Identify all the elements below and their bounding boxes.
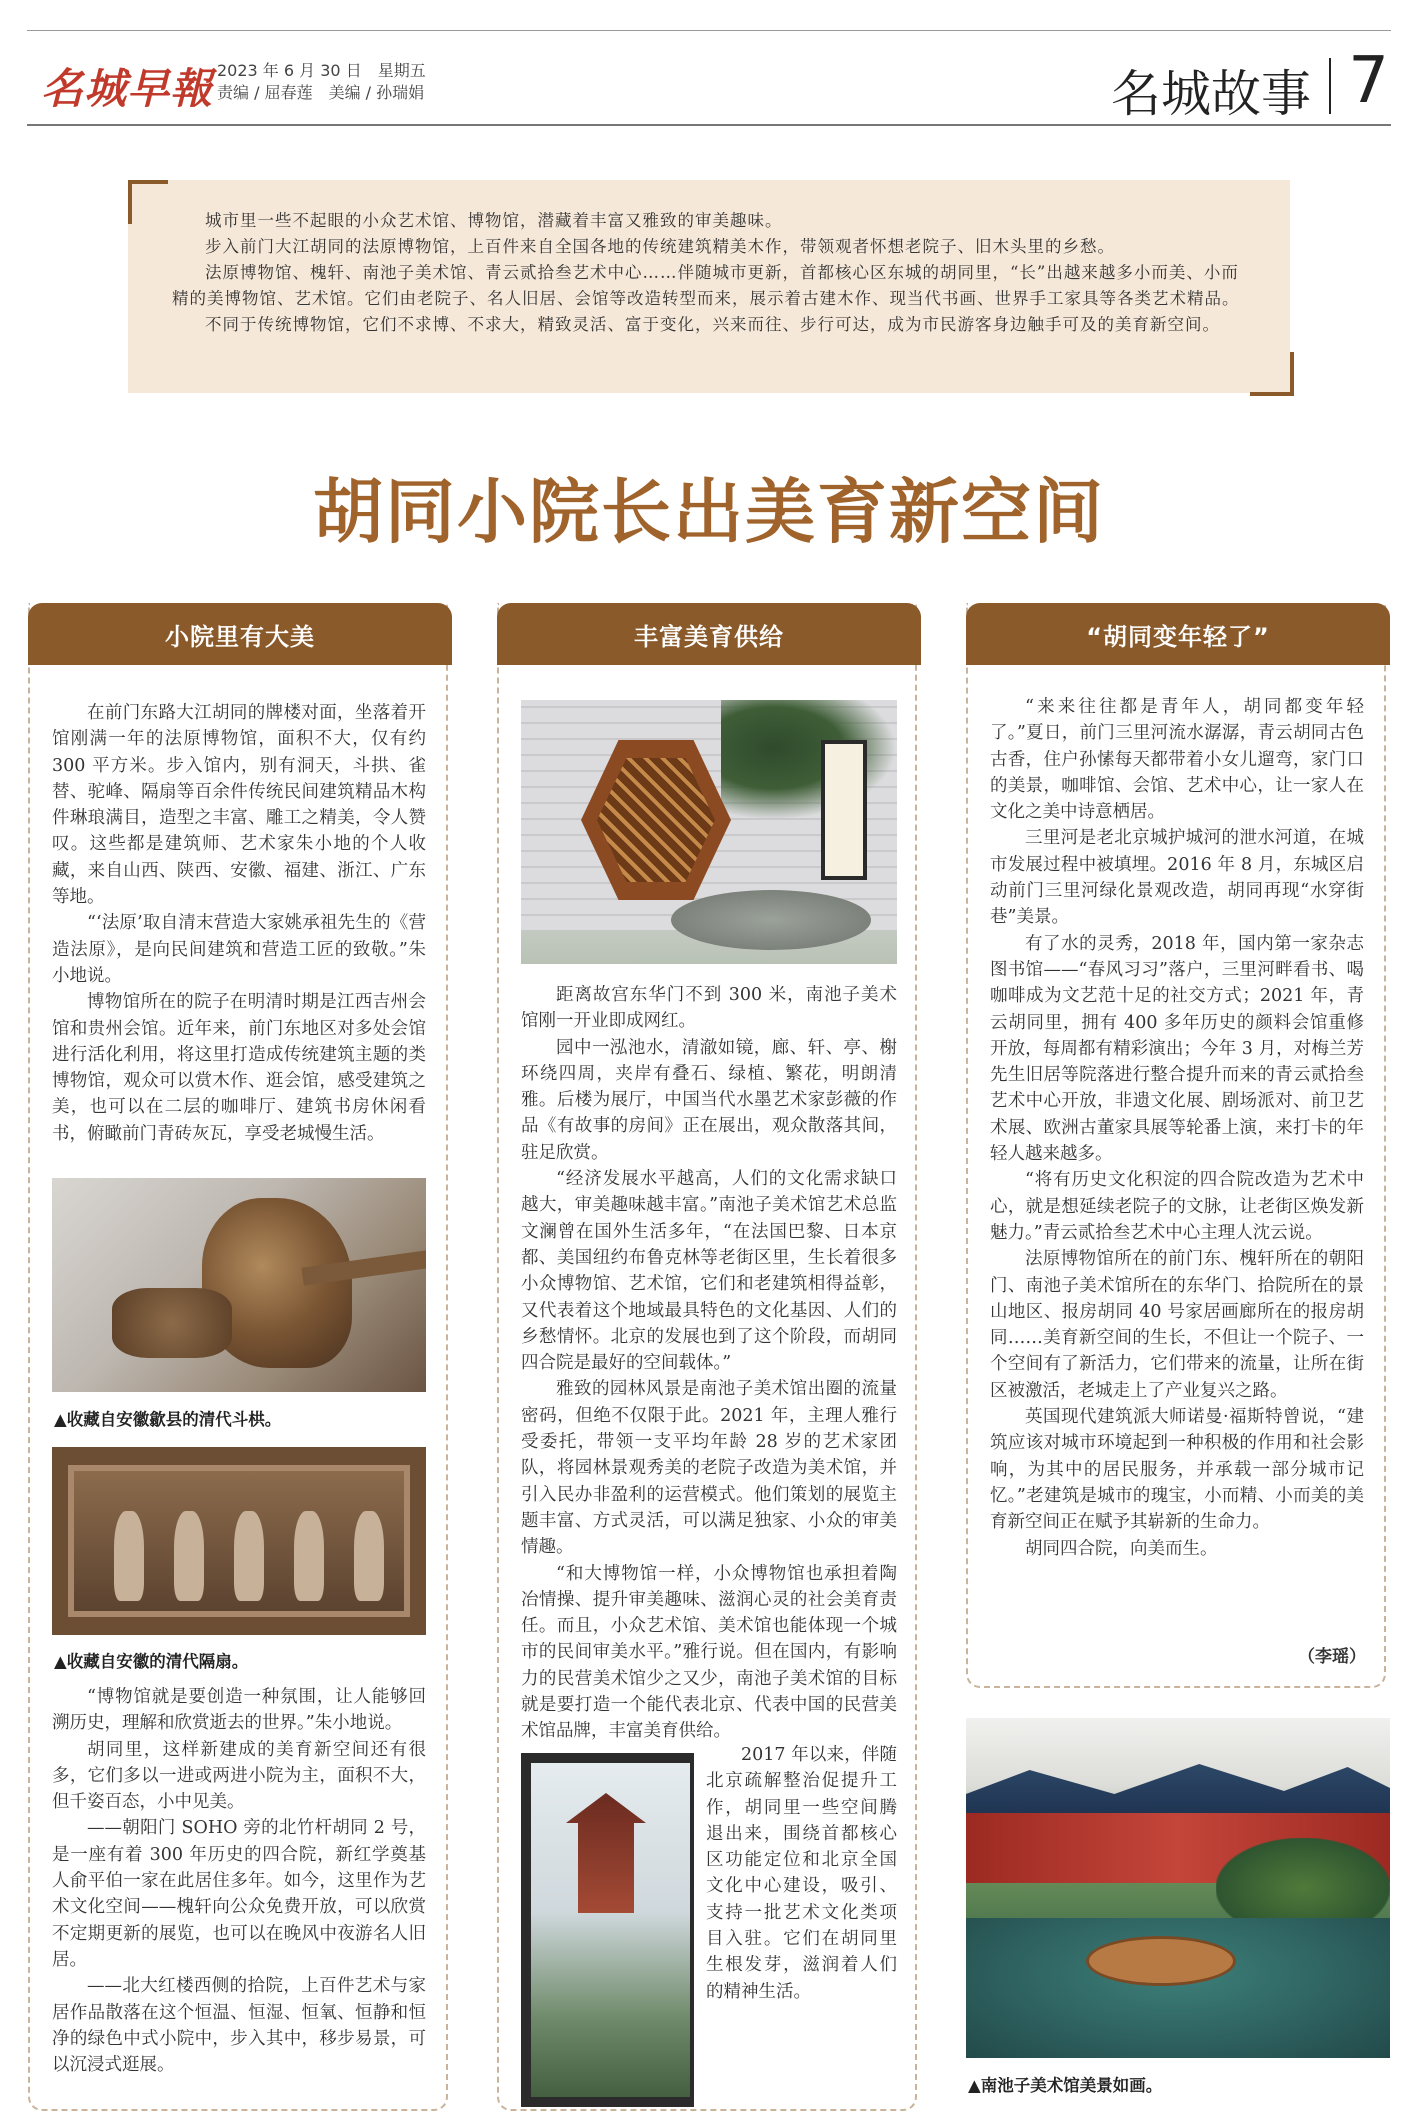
column-2-text-side bbox=[706, 1742, 897, 2005]
paragraph: “经济发展水平越高，人们的文化需求缺口越大，审美趣味越丰富。”南池子美术馆艺术总监文澜曾在国外生活多年，“在法国巴黎、日本京都、美国纽约布鲁克林等老街区里，生长着很多小众博物馆、艺术馆，它们和老建筑相得益彰，又代表着这个地域最具特色的文化基因、人们的乡愁情怀。北京的发展也到了这个阶段，而胡同四合院是最好的空间载体。” bbox=[521, 1169, 897, 1374]
paragraph: 雅致的园林风景是南池子美术馆出圈的流量密码，但绝不仅限于此。2021 年，主理人雅行受委托，带领一支平均年龄 28 岁的艺术家团队，将园林景观秀美的老院子改造为美术馆，并引入民办非盈利的运营模式。他们策划的展览主题丰富、方式灵活，可以满足独家、小众的审美情趣。 bbox=[521, 1379, 897, 1558]
paragraph: 在前门东路大江胡同的牌楼对面，坐落着开馆刚满一年的法原博物馆，面积不大，仅有约 300 平方米。步入馆内，别有洞天，斗拱、雀替、驼峰、隔扇等百余件传统民间建筑精品木构件琳琅满目，造型之丰富、雕工之精美，令人赞叹。这些都是建筑师、艺术家朱小地的个人收藏，来自山西、陕西、安徽、福建、浙江、广东等地。 bbox=[52, 703, 426, 908]
intro-paragraph: 法原博物馆、槐轩、南池子美术馆、青云贰拾叁艺术中心……伴随城市更新，首都核心区东城的胡同里，“长”出越来越多小而美、小而精的美博物馆、艺术馆。它们由老院子、名人旧居、会馆等改造转型而来，展示着古建木作、现当代书画、世界手工家具等各类艺术精品。 bbox=[172, 263, 1240, 308]
paragraph: 三里河是老北京城护城河的泄水河道，在城市发展过程中被填埋。2016 年 8 月，东城区启动前门三里河绿化景观改造，胡同再现“水穿街巷”美景。 bbox=[990, 828, 1364, 928]
intro-paragraph: 城市里一些不起眼的小众艺术馆、博物馆，潜藏着丰富又雅致的审美趣味。 bbox=[205, 211, 783, 230]
intro-box bbox=[128, 180, 1290, 393]
caption-dougong: ▲收藏自安徽歙县的清代斗栱。 bbox=[54, 1410, 282, 1429]
photo-lattice-screen bbox=[52, 1447, 426, 1635]
paragraph: “和大博物馆一样，小众博物馆也承担着陶冶情操、提升审美趣味、滋润心灵的社会美育责任。而且，小众艺术馆、美术馆也能体现一个城市的民间审美水平。”雅行说。但在国内，有影响力的民营美术馆少之又少，南池子美术馆的目标就是要打造一个能代表北京、代表中国的民营美术馆品牌，丰富美育供给。 bbox=[521, 1563, 897, 1742]
column-2-heading: 丰富美育供给 bbox=[497, 603, 921, 665]
photo-pavilion bbox=[521, 1753, 694, 2107]
photo-dougong-bracket bbox=[52, 1178, 426, 1392]
intro-paragraph: 不同于传统博物馆，它们不求博、不求大，精致灵活、富于变化，兴来而往、步行可达，成为市民游客身边触手可及的美育新空间。 bbox=[205, 315, 1220, 334]
paragraph: 胡同里，这样新建成的美育新空间还有很多，它们多以一进或两进小院为主，面积不大，但千姿百态，小中见美。 bbox=[52, 1739, 426, 1813]
top-rule bbox=[27, 30, 1391, 31]
paragraph: 2017 年以来，伴随北京疏解整治促提升工作，胡同里一些空间腾退出来，围绕首都核心区功能定位和北京全国文化中心建设，吸引、支持一批艺术文化类项目入驻。它们在胡同里生根发芽，滋润着人们的精神生活。 bbox=[706, 1745, 897, 2002]
date-line: 2023 年 6 月 30 日 星期五 bbox=[217, 61, 426, 80]
issue-meta bbox=[217, 60, 426, 104]
column-1-heading: 小院里有大美 bbox=[28, 603, 452, 665]
photo-garden-pond bbox=[966, 1718, 1390, 2058]
intro-paragraph: 步入前门大江胡同的法原博物馆，上百件来自全国各地的传统建筑精美木作，带领观者怀想老院子、旧木头里的乡愁。 bbox=[205, 237, 1115, 256]
page-separator bbox=[1329, 58, 1331, 114]
paragraph: 博物馆所在的院子在明清时期是江西吉州会馆和贵州会馆。近年来，前门东地区对多处会馆进行活化利用，将这里打造成传统建筑主题的类博物馆，观众可以赏木作、逛会馆，感受建筑之美，也可以在二层的咖啡厅、建筑书房休闲看书，俯瞰前门青砖灰瓦，享受老城慢生活。 bbox=[52, 992, 426, 1144]
author-byline: （李瑶） bbox=[1298, 1647, 1366, 1667]
article-headline: 胡同小院长出美育新空间 bbox=[313, 471, 1105, 553]
paragraph: 有了水的灵秀，2018 年，国内第一家杂志图书馆——“春风习习”落户，三里河畔看书、喝咖啡成为文艺范十足的社交方式；2021 年，青云胡同里，拥有 400 多年历史的颜料会馆重修开放，每周都有精彩演出；今年 3 月，对梅兰芳先生旧居等院落进行整合提升而来的青云贰拾叁艺术中心开放，非遗文化展、剧场派对、前卫艺术展、欧洲古董家具展等轮番上演，来打卡的年轻人越来越多。 bbox=[990, 933, 1364, 1165]
editors-line: 责编 / 屈春莲 美编 / 孙瑞娟 bbox=[217, 83, 425, 102]
paragraph: “博物馆就是要创造一种氛围，让人能够回溯历史，理解和欣赏逝去的世界。”朱小地说。 bbox=[52, 1687, 426, 1734]
paragraph: ——朝阳门 SOHO 旁的北竹杆胡同 2 号，是一座有着 300 年历史的四合院，新红学奠基人俞平伯一家在此居住多年。如今，这里作为艺术文化空间——槐轩向公众免费开放，可以欣赏不定期更新的展览，也可以在晚风中夜游名人旧居。 bbox=[52, 1818, 426, 1970]
paragraph: “来来往往都是青年人，胡同都变年轻了。”夏日，前门三里河流水潺潺，青云胡同古色古香，住户孙愫每天都带着小女儿遛弯，家门口的美景，咖啡馆、会馆、艺术中心，让一家人在文化之美中诗意栖居。 bbox=[990, 697, 1364, 823]
header-rule bbox=[27, 124, 1391, 126]
masthead-logo: 名城早報 bbox=[41, 64, 214, 113]
paragraph: 园中一泓池水，清澈如镜，廊、轩、亭、榭环绕四周，夹岸有叠石、绿植、繁花，明朗清雅。后楼为展厅，中国当代水墨艺术家彭薇的作品《有故事的房间》正在展出，观众散落其间，驻足欣赏。 bbox=[521, 1037, 897, 1163]
paragraph: ——北大红楼西侧的拾院，上百件艺术与家居作品散落在这个恒温、恒湿、恒氧、恒静和恒净的绿色中式小院中，步入其中，移步易景，可以沉浸式逛展。 bbox=[52, 1976, 426, 2076]
column-1-text-top bbox=[52, 700, 426, 1147]
page-number: 7 bbox=[1348, 44, 1389, 118]
paragraph: “将有历史文化积淀的四合院改造为艺术中心，就是想延续老院子的文脉，让老街区焕发新魅力。”青云贰拾叁艺术中心主理人沈云说。 bbox=[990, 1170, 1364, 1243]
column-2-text-top bbox=[521, 982, 897, 1745]
paragraph: “‘法原’取自清末营造大家姚承祖先生的《营造法原》，是向民间建筑和营造工匠的致敬。”朱小地说。 bbox=[52, 913, 426, 986]
caption-garden: ▲南池子美术馆美景如画。 bbox=[968, 2076, 1163, 2095]
paragraph: 英国现代建筑派大师诺曼·福斯特曾说，“建筑应该对城市环境起到一种积极的作用和社会影响，为其中的居民服务，并承载一部分城市记忆。”老建筑是城市的瑰宝，小而精、小而美的美育新空间正在赋予其崭新的生命力。 bbox=[990, 1407, 1364, 1533]
paragraph: 距离故宫东华门不到 300 米，南池子美术馆刚一开业即成网红。 bbox=[521, 985, 897, 1032]
column-3-heading: “胡同变年轻了” bbox=[966, 603, 1390, 665]
caption-lattice-screen: ▲收藏自安徽的清代隔扇。 bbox=[54, 1652, 249, 1671]
column-3-text bbox=[990, 694, 1364, 1562]
column-1-text-bottom bbox=[52, 1684, 426, 2078]
page-header bbox=[27, 40, 1391, 128]
paragraph: 法原博物馆所在的前门东、槐轩所在的朝阳门、南池子美术馆所在的东华门、拾院所在的景山地区、报房胡同 40 号家居画廊所在的报房胡同……美育新空间的生长，不但让一个院子、一个空间有了新活力，它们带来的流量，让所在街区被激活，老城走上了产业复兴之路。 bbox=[990, 1249, 1364, 1401]
section-title: 名城故事 bbox=[1111, 65, 1311, 123]
intro-bracket-top-left bbox=[128, 180, 168, 224]
paragraph: 胡同四合院，向美而生。 bbox=[1025, 1538, 1218, 1559]
photo-hexagon-window bbox=[521, 700, 897, 964]
intro-bracket-bottom-right bbox=[1250, 352, 1294, 396]
